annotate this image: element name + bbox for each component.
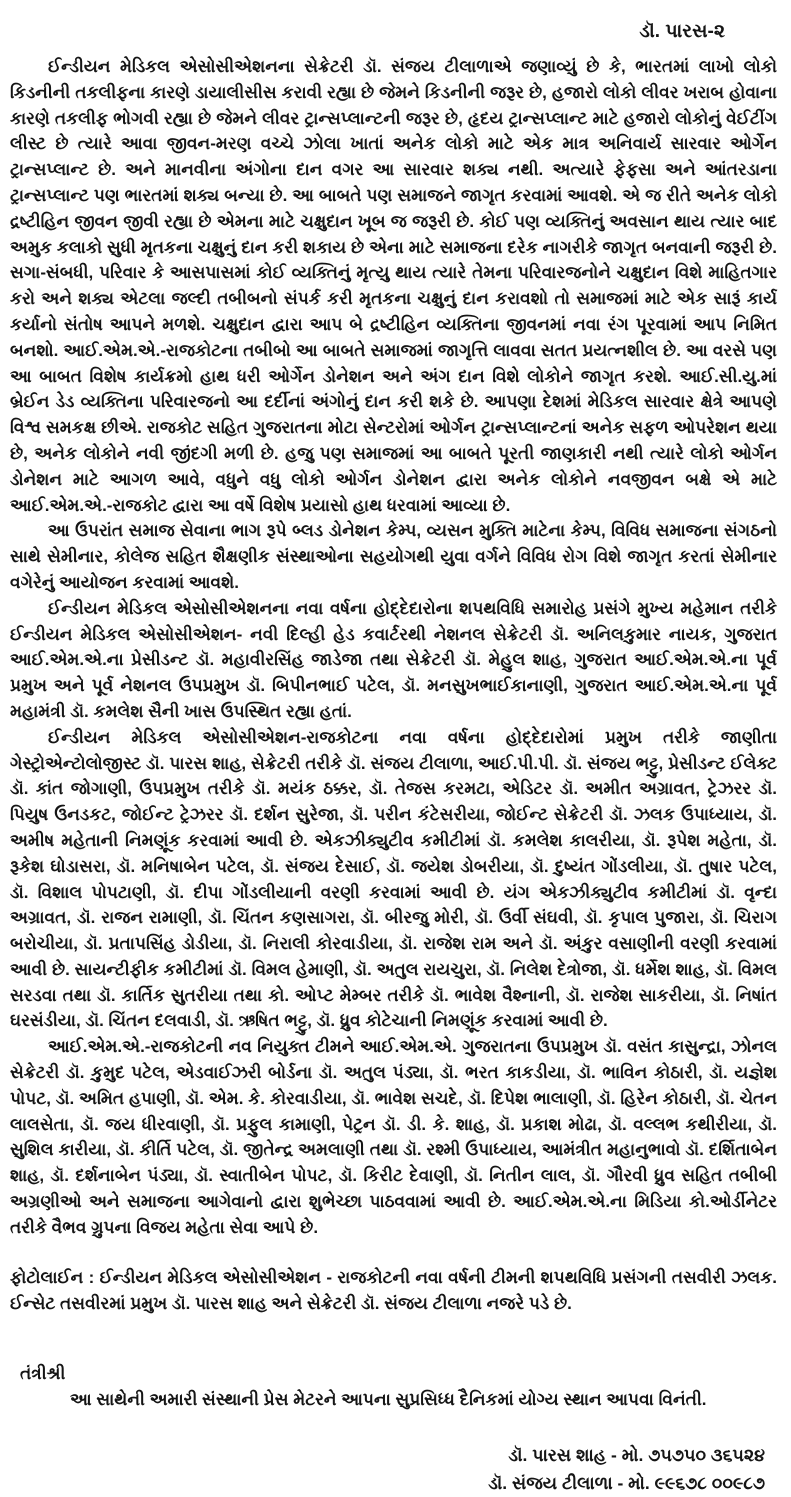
- paragraph-new-office-bearers: ઈન્ડીયન મેડિકલ એસોસીએશન-રાજકોટના નવા વર્ષના હોદ્દેદારોમાં પ્રમુખ તરીકે જાણીતા ગેસ્ટ્રોએન્ટોલોજીસ્ટ ડૉ. પારસ શાહ, સેક્રેટરી તરીકે ડૉ. સંજય ટીલાળા, આઈ.પી.પી. ડૉ. સંજય ભટ્ટુ, પ્રેસીડન્ટ ઈલેક્ટ ડૉ. કાંત જોગાણી, ઉપપ્રમુખ તરીકે ડૉ. મયંક ઠક્કર, ડૉ. તેજસ કરમટા, એડિટર ડૉ. અમીત અગ્રાવત, ટ્રેઝરર ડૉ. પિયુષ ઉનડકટ, જોઈન્ટ ટ્રેઝરર ડૉ. દર્શન સુરેજા, ડૉ. પરીન કંટેસરીયા, જોઈન્ટ સેક્રેટરી ડૉ. ઝલક ઉપાધ્યાય, ડૉ. અમીષ મહેતાની નિમણૂંક કરવામાં આવી છે. એકઝીક્યુટીવ કમીટીમાં ડૉ. કમલેશ કાલરીયા, ડૉ. રૂપેશ મહેતા, ડૉ. રૂકેશ ઘોડાસરા, ડૉ. મનિષાબેન પટેલ, ડૉ. સંજય દેસાઈ, ડૉ. જયેશ ડોબરીયા, ડૉ. દુષ્યંત ગોંડલીયા, ડૉ. તુષાર પટેલ, ડૉ. વિશાલ પોપટાણી, ડૉ. દીપા ગોંડલીયાની વરણી કરવામાં આવી છે. યંગ એકઝીક્યુટીવ કમીટીમાં ડૉ. વૃન્દા અગ્રાવત, ડૉ. રાજન રામાણી, ડૉ. ચિંતન કણસાગરા, ડૉ. બીરજુ મોરી, ડૉ. ઉર્વી સંઘવી, ડૉ. કૃપાલ પુજારા, ડૉ. ચિરાગ બરોચીયા, ડૉ. પ્રતાપસિંહ ડોડીયા, ડૉ. નિરાલી કોરવાડીયા, ડૉ. રાજેશ રામ અને ડૉ. અંકુર વસાણીની વરણી કરવામાં આવી છે. સાયન્ટીફીક કમીટીમાં ડૉ. વિમલ હેમાણી, ડૉ. અતુલ રાયચુરા, ડૉ. નિલેશ દેત્રોજા, ડૉ. ધર્મેશ શાહ, ડૉ. વિમલ સરડવા તથા ડૉ. કાર્તિક સુતરીયા તથા કો. ઓપ્ટ મેમ્બર તરીકે ડૉ. ભાવેશ વૈશ્નાની, ડૉ. રાજેશ સાકરીયા, ડૉ. નિષાંત ઘરસંડીયા, ડૉ. ચિંતન દલવાડી, ડૉ. ઋષિત ભટ્ટુ, ડૉ. ધ્રુવ કોટેચાની નિમણૂંક કરવામાં આવી છે.: [10, 727, 777, 1031]
- contact-line-paras-shah: ડૉ. પારસ શાહ - મો. ૭૫૭૫૦ ૩૬૫૨૪: [508, 1444, 765, 1465]
- paragraph-oath-ceremony-guests: ઈન્ડીયન મેડિકલ એસોસીએશનના નવા વર્ષના હોદ્દેદારોના શપથવિધિ સમારોહ પ્રસંગે મુખ્ય મહેમાન તરીકે ઈન્ડીયન મેડિકલ એસોસીએશન- નવી દિલ્હી હેડ કવાર્ટરથી નેશનલ સેક્રેટરી ડૉ. અનિલકુમાર નાયક, ગુજરાત આઈ.એમ.એ.ના પ્રેસીડન્ટ ડૉ. મહાવીરસિંહ જાડેજા તથા સેક્રેટરી ડૉ. મેહુલ શાહ, ગુજરાત આઈ.એમ.એ.ના પૂર્વ પ્રમુખ અને પૂર્વ નેશનલ ઉપપ્રમુખ ડૉ. બિપીનભાઈ પટેલ, ડૉ. મનસુખભાઈકાનાણી, ગુજરાત આઈ.એમ.એ.ના પૂર્વ મહામંત્રી ડૉ. કમલેશ સૈની ખાસ ઉપસ્થિત રહ્યા હતાં.: [10, 598, 777, 721]
- contact-block: [10, 1441, 777, 1497]
- press-note-body: [10, 54, 777, 1241]
- photo-caption: ફોટોલાઈન : ઈન્ડીયન મેડિકલ એસોસીએશન - રાજકોટની નવા વર્ષની ટીમની શપથવિધિ પ્રસંગની તસવીરી ઝલક. ઈન્સેટ તસવીરમાં પ્રમુખ ડૉ. પારસ શાહ અને સેક્રેટરી ડૉ. સંજય ટીલાળા નજરે પડે છે.: [10, 1267, 777, 1313]
- contact-line-sanjay-tilala: ડૉ. સંજય ટીલાળા - મો. ૯૯૬૭૮ ૦૦૯૮૭: [488, 1472, 765, 1493]
- paragraph-greetings: આઈ.એમ.એ.-રાજકોટની નવ નિયુક્ત ટીમને આઈ.એમ.એ. ગુજરાતના ઉપપ્રમુખ ડૉ. વસંત કાસુન્દ્રા, ઝોનલ સેક્રેટરી ડૉ. કુમુદ પટેલ, એડવાઈઝરી બોર્ડના ડૉ. અતુલ પંડ્યા, ડૉ. ભરત કાકડીયા, ડૉ. ભાવિન કોઠારી, ડૉ. યજ્ઞેશ પોપટ, ડૉ. અમિત હપાણી, ડૉ. એમ. કે. કોરવાડીયા, ડૉ. ભાવેશ સચદે, ડૉ. દિપેશ ભાલાણી, ડૉ. હિરેન કોઠારી, ડૉ. ચેતન લાલસેતા, ડૉ. જય ધીરવાણી, ડૉ. પ્રફુલ કામાણી, પેટ્રન ડૉ. ડી. કે. શાહ, ડૉ. પ્રકાશ મોઢા, ડૉ. વલ્લભ કથીરીયા, ડૉ. સુશિલ કારીયા, ડૉ. કીર્તિ પટેલ, ડૉ. જીતેન્દ્ર અમલાણી તથા ડૉ. રશ્મી ઉપાધ્યાય, આમંત્રીત મહાનુભાવો ડૉ. દર્શિતાબેન શાહ, ડૉ. દર્શનાબેન પંડ્યા, ડૉ. સ્વાતીબેન પોપટ, ડૉ. કિરીટ દેવાણી, ડૉ. નિતીન લાલ, ડૉ. ગૌરવી ધ્રુવ સહિત તબીબી અગ્રણીઓ અને સમાજના આગેવાનો દ્વારા શુભેચ્છા પાઠવવામાં આવી છે. આઈ.એમ.એ.ના મિડિયા કો.ઓર્ડીનેટર તરીકે વૈભવ ગ્રુપના વિજય મહેતા સેવા આપે છે.: [10, 1037, 777, 1237]
- page-label: ડૉ. પારસ-૨: [639, 21, 725, 42]
- paragraph-social-service: આ ઉપરાંત સમાજ સેવાના ભાગ રૂપે બ્લડ ડોનેશન કેમ્પ, વ્યસન મુક્તિ માટેના કેમ્પ, વિવિધ સમાજના સંગઠનો સાથે સેમીનાર, કોલેજ સહિત શૈક્ષણીક સંસ્થાઓના સહયોગથી યુવા વર્ગને વિવિધ રોગ વિશે જાગૃત કરતાં સેમીનાર વગેરેનું આયોજન કરવામાં આવશે.: [10, 521, 777, 592]
- paragraph-organ-donation: ઈન્ડીયન મેડિકલ એસોસીએશનના સેક્રેટરી ડૉ. સંજય ટીલાળાએ જણાવ્યું છે કે, ભારતમાં લાખો લોકો કિડનીની તકલીફના કારણે ડાયાલીસીસ કરાવી રહ્યા છે જેમને કિડનીની જરૂર છે, હજારો લોકો લીવર ખરાબ હોવાના કારણે તકલીફ ભોગવી રહ્યા છે જેમને લીવર ટ્રાન્સપ્લાન્ટની જરૂર છે, હૃદય ટ્રાન્સપ્લાન્ટ માટે હજારો લોકોનું વેઈટીંગ લીસ્ટ છે ત્યારે આવા જીવન-મરણ વચ્ચે ઝોલા ખાતાં અનેક લોકો માટે એક માત્ર અનિવાર્ય સારવાર ઓર્ગેન ટ્રાન્સપ્લાન્ટ છે. અને માનવીના અંગોના દાન વગર આ સારવાર શક્ય નથી. અત્યારે ફેફસા અને આંતરડાના ટ્રાન્સપ્લાન્ટ પણ ભારતમાં શક્ય બન્યા છે. આ બાબતે પણ સમાજને જાગૃત કરવામાં આવશે. એ જ રીતે અનેક લોકો દ્રષ્ટીહિન જીવન જીવી રહ્યા છે એમના માટે ચક્ષુદાન ખૂબ જ જરૂરી છે. કોઈ પણ વ્યક્તિનું અવસાન થાય ત્યાર બાદ અમુક કલાકો સુધી મૃતકના ચક્ષુનું દાન કરી શકાય છે એના માટે સમાજના દરેક નાગરીકે જાગૃત બનવાની જરૂરી છે. સગા-સંબધી, પરિવાર કે આસપાસમાં કોઈ વ્યક્તિનું મૃત્યુ થાય ત્યારે તેમના પરિવારજનોને ચક્ષુદાન વિશે માહિતગાર કરો અને શક્ય એટલા જલ્દી તબીબનો સંપર્ક કરી મૃતકના ચક્ષુનું દાન કરાવશો તો સમાજમાં માટે એક સારૂં કાર્ય કર્યાનો સંતોષ આપને મળશે. ચક્ષુદાન દ્વારા આપ બે દ્રષ્ટીહિન વ્યક્તિના જીવનમાં નવા રંગ પૂરવામાં આપ નિમિત બનશો. આઈ.એમ.એ.-રાજકોટના તબીબો આ બાબતે સમાજમાં જાગૃત્તિ લાવવા સતત પ્રયત્નશીલ છે. આ વરસે પણ આ બાબત વિશેષ કાર્યક્રમો હાથ ધરી ઓર્ગેન ડોનેશન અને અંગ દાન વિશે લોકોને જાગૃત કરશે. આઈ.સી.યુ.માં બ્રેઈન ડેડ વ્યક્તિના પરિવારજનો આ દર્દીનાં અંગોનું દાન કરી શકે છે. આપણા દેશમાં મેડિકલ સારવાર ક્ષેત્રે આપણે વિશ્વ સમકક્ષ છીએ. રાજકોટ સહિત ગુજરાતના મોટા સેન્ટરોમાં ઓર્ગન ટ્રાન્સપ્લાન્ટનાં અનેક સફળ ઓપરેશન થયા છે, અનેક લોકોને નવી જીંદગી મળી છે. હજુ પણ સમાજમાં આ બાબતે પૂરતી જાણકારી નથી ત્યારે લોકો ઓર્ગન ડોનેશન માટે આગળ આવે, વધુને વધુ લોકો ઓર્ગન ડોનેશન દ્વારા અનેક લોકોને નવજીવન બક્ષે એ માટે આઈ.એમ.એ.-રાજકોટ દ્વારા આ વર્ષે વિશેષ પ્રયાસો હાથ ધરવામાં આવ્યા છે.: [10, 57, 777, 515]
- editor-salutation: તંત્રીશ્રી: [20, 1363, 66, 1383]
- editor-request-line: આ સાથેની અમારી સંસ્થાની પ્રેસ મેટરને આપના સુપ્રસિધ્ધ દૈનિકમાં યોગ્ય સ્થાન આપવા વિનંતી.: [70, 1389, 707, 1409]
